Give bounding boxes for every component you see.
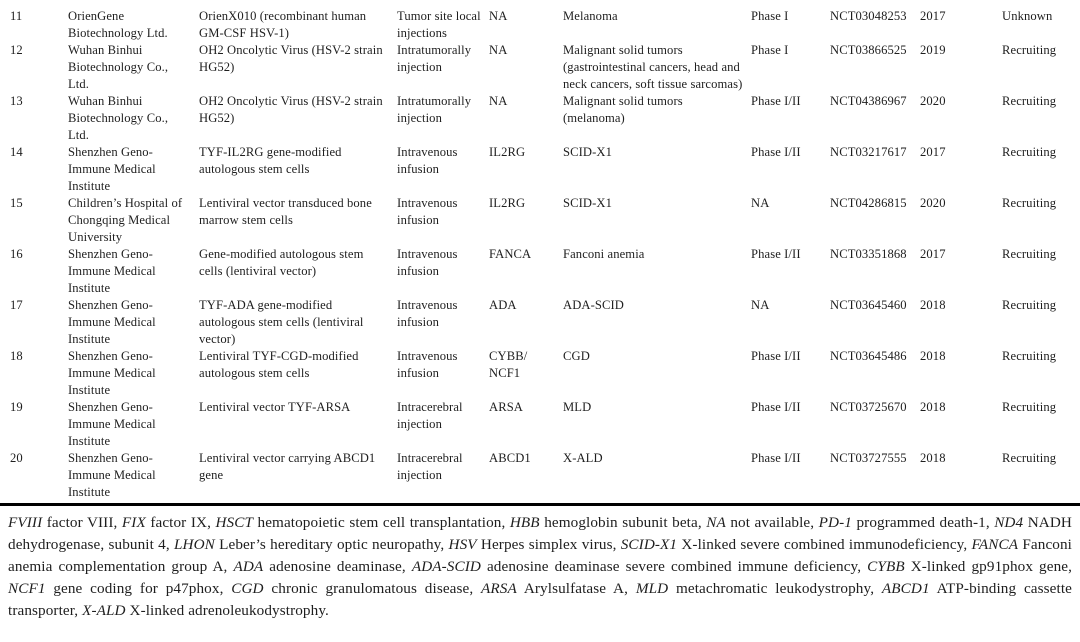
abbreviation: LHON: [173, 536, 215, 553]
abbreviation-definition: X-linked adrenoleukodystrophy: [129, 602, 326, 619]
table-row: [10, 8, 1080, 42]
abbreviation: NA: [706, 514, 726, 531]
cell-indication: SCID-X1: [563, 196, 612, 210]
cell-nct: NCT03866525: [830, 43, 907, 57]
cell-product: TYF-ADA gene-modified autologous stem cells (lentiviral vector): [199, 298, 364, 346]
cell-index: 16: [10, 247, 23, 261]
cell-index: 13: [10, 94, 23, 108]
cell-nct: NCT04286815: [830, 196, 907, 210]
abbreviation-definition: gene coding for p47phox: [53, 580, 220, 597]
table-row: [10, 195, 1080, 246]
cell-indication: SCID-X1: [563, 145, 612, 159]
cell-year: 2020: [920, 196, 946, 210]
cell-index: 19: [10, 400, 23, 414]
cell-year: 2018: [920, 451, 946, 465]
cell-indication: Fanconi anemia: [563, 247, 645, 261]
cell-indication: MLD: [563, 400, 592, 414]
abbreviation: CGD: [231, 580, 264, 597]
cell-indication: CGD: [563, 349, 590, 363]
cell-year: 2017: [920, 247, 946, 261]
abbreviation-definition: ATP-binding cassette transporter: [8, 580, 1072, 619]
cell-index: 18: [10, 349, 23, 363]
cell-route: Intratumorally injection: [397, 43, 472, 74]
cell-indication: Melanoma: [563, 9, 618, 23]
abbreviation: SCID-X1: [620, 536, 678, 553]
cell-product: Lentiviral vector carrying ABCD1 gene: [199, 451, 376, 482]
cell-gene: FANCA: [489, 247, 532, 261]
cell-phase: Phase I/II: [751, 247, 801, 261]
cell-status: Recruiting: [1002, 196, 1057, 210]
cell-phase: NA: [751, 196, 770, 210]
abbreviation: ABCD1: [881, 580, 930, 597]
abbreviation: HSV: [448, 536, 477, 553]
abbreviation-definition: X-linked severe combined immunodeficiency: [681, 536, 964, 553]
table-row: [10, 297, 1080, 348]
table-row: [10, 42, 1080, 93]
abbreviation: HBB: [509, 514, 540, 531]
abbreviation-definition: not available: [730, 514, 811, 531]
cell-route: Intravenous infusion: [397, 196, 458, 227]
table-row: [10, 144, 1080, 195]
cell-phase: NA: [751, 298, 770, 312]
cell-gene: NA: [489, 43, 508, 57]
cell-index: 12: [10, 43, 23, 57]
abbreviation-definition: programmed death-1: [856, 514, 986, 531]
abbreviation-definition: metachromatic leukodystrophy: [675, 580, 871, 597]
cell-gene: ADA: [489, 298, 517, 312]
cell-route: Tumor site local injections: [397, 9, 481, 40]
abbreviation-definition: hemoglobin subunit beta: [544, 514, 698, 531]
cell-route: Intravenous infusion: [397, 298, 458, 329]
abbreviation-definition: chronic granulomatous disease: [271, 580, 470, 597]
cell-sponsor: Shenzhen Geno-Immune Medical Institute: [68, 145, 156, 193]
cell-gene: CYBB/ NCF1: [489, 349, 528, 380]
cell-phase: Phase I/II: [751, 400, 801, 414]
cell-product: Lentiviral TYF-CGD-modified autologous stem cells: [199, 349, 359, 380]
cell-sponsor: Children’s Hospital of Chongqing Medical University: [68, 196, 183, 244]
abbreviation: HSCT: [215, 514, 253, 531]
cell-product: OH2 Oncolytic Virus (HSV-2 strain HG52): [199, 43, 383, 74]
cell-nct: NCT03645486: [830, 349, 907, 363]
cell-index: 14: [10, 145, 23, 159]
table-row: [10, 399, 1080, 450]
abbreviation-definition: factor IX: [150, 514, 208, 531]
abbreviation: NCF1: [8, 580, 46, 597]
cell-gene: ARSA: [489, 400, 523, 414]
cell-route: Intratumorally injection: [397, 94, 472, 125]
table-row: [10, 93, 1080, 144]
cell-year: 2020: [920, 94, 946, 108]
cell-sponsor: Shenzhen Geno-Immune Medical Institute: [68, 400, 156, 448]
cell-status: Recruiting: [1002, 400, 1057, 414]
cell-nct: NCT04386967: [830, 94, 907, 108]
abbreviation: FANCA: [971, 536, 1019, 553]
abbreviation-definition: Arylsulfatase A: [523, 580, 625, 597]
abbreviation: MLD: [635, 580, 669, 597]
cell-year: 2017: [920, 145, 946, 159]
cell-year: 2019: [920, 43, 946, 57]
abbreviation-definition: factor VIII: [46, 514, 114, 531]
cell-phase: Phase I: [751, 9, 789, 23]
cell-nct: NCT03727555: [830, 451, 907, 465]
cell-indication: Malignant solid tumors (gastrointestinal cancers, head and neck cancers, soft tissue sarcomas): [563, 43, 743, 91]
cell-sponsor: Wuhan Binhui Biotechnology Co., Ltd.: [68, 43, 169, 91]
cell-route: Intracerebral injection: [397, 400, 463, 431]
cell-phase: Phase I/II: [751, 94, 801, 108]
cell-indication: ADA-SCID: [563, 298, 624, 312]
abbreviation: PD-1: [818, 514, 852, 531]
cell-phase: Phase I: [751, 43, 789, 57]
cell-phase: Phase I/II: [751, 451, 801, 465]
cell-gene: ABCD1: [489, 451, 531, 465]
cell-status: Recruiting: [1002, 349, 1057, 363]
cell-nct: NCT03645460: [830, 298, 907, 312]
abbreviation: FVIII: [8, 514, 43, 531]
cell-nct: NCT03351868: [830, 247, 907, 261]
cell-sponsor: Wuhan Binhui Biotechnology Co., Ltd.: [68, 94, 169, 142]
cell-gene: IL2RG: [489, 196, 526, 210]
cell-status: Recruiting: [1002, 145, 1057, 159]
abbreviation: CYBB: [867, 558, 905, 575]
cell-nct: NCT03217617: [830, 145, 907, 159]
abbreviation: X-ALD: [82, 602, 126, 619]
cell-status: Recruiting: [1002, 43, 1057, 57]
table-bottom-rule: [0, 503, 1080, 506]
abbreviation-definition: Leber’s hereditary optic neuropathy: [219, 536, 441, 553]
cell-gene: IL2RG: [489, 145, 526, 159]
table-row: [10, 348, 1080, 399]
abbreviation-definition: X-linked gp91phox gene: [910, 558, 1069, 575]
abbreviation: FIX: [121, 514, 146, 531]
cell-year: 2018: [920, 400, 946, 414]
abbreviation-definition: NADH dehydrogenase, subunit 4: [8, 514, 1072, 553]
cell-status: Recruiting: [1002, 94, 1057, 108]
cell-index: 20: [10, 451, 23, 465]
cell-route: Intravenous infusion: [397, 145, 458, 176]
cell-nct: NCT03048253: [830, 9, 907, 23]
cell-phase: Phase I/II: [751, 349, 801, 363]
cell-indication: X-ALD: [563, 451, 603, 465]
cell-status: Unknown: [1002, 9, 1053, 23]
abbreviation-definition: adenosine deaminase severe combined immune deficiency: [486, 558, 858, 575]
table-row: [10, 246, 1080, 297]
cell-product: TYF-IL2RG gene-modified autologous stem cells: [199, 145, 342, 176]
cell-year: 2017: [920, 9, 946, 23]
cell-route: Intracerebral injection: [397, 451, 463, 482]
cell-product: Gene-modified autologous stem cells (lentiviral vector): [199, 247, 364, 278]
cell-year: 2018: [920, 298, 946, 312]
cell-product: Lentiviral vector TYF-ARSA: [199, 400, 351, 414]
cell-gene: NA: [489, 9, 508, 23]
cell-route: Intravenous infusion: [397, 247, 458, 278]
abbreviation: ADA: [233, 558, 264, 575]
abbreviation-definition: Herpes simplex virus: [480, 536, 613, 553]
cell-product: OH2 Oncolytic Virus (HSV-2 strain HG52): [199, 94, 383, 125]
cell-sponsor: Shenzhen Geno-Immune Medical Institute: [68, 451, 156, 499]
cell-status: Recruiting: [1002, 451, 1057, 465]
cell-indication: Malignant solid tumors (melanoma): [563, 94, 683, 125]
abbreviation-definition: Fanconi anemia complementation group A: [8, 536, 1073, 575]
abbreviation-definition: adenosine deaminase: [269, 558, 402, 575]
abbreviation: ARSA: [481, 580, 517, 597]
cell-sponsor: Shenzhen Geno-Immune Medical Institute: [68, 247, 156, 295]
cell-nct: NCT03725670: [830, 400, 907, 414]
cell-sponsor: OrienGene Biotechnology Ltd.: [68, 9, 168, 40]
cell-sponsor: Shenzhen Geno-Immune Medical Institute: [68, 349, 156, 397]
table-row: [10, 450, 1080, 501]
cell-index: 15: [10, 196, 23, 210]
cell-sponsor: Shenzhen Geno-Immune Medical Institute: [68, 298, 156, 346]
cell-index: 17: [10, 298, 23, 312]
cell-status: Recruiting: [1002, 247, 1057, 261]
cell-product: Lentiviral vector transduced bone marrow stem cells: [199, 196, 372, 227]
cell-phase: Phase I/II: [751, 145, 801, 159]
abbreviation: ADA-SCID: [411, 558, 481, 575]
abbreviation: ND4: [994, 514, 1024, 531]
cell-route: Intravenous infusion: [397, 349, 458, 380]
cell-gene: NA: [489, 94, 508, 108]
cell-product: OrienX010 (recombinant human GM-CSF HSV-1): [199, 9, 367, 40]
footnote-text: FVIII factor VIII, FIX factor IX, HSCT hematopoietic stem cell transplantation, HBB hemoglobin subunit beta, NA not available, PD-1 programmed death-1, ND4 NADH dehydrogenase, subunit 4, LHON Leber’s hereditary optic neuropathy, HSV Herpes simplex virus, SCID-X1 X-linked severe combined immunodeficiency, FANCA Fanconi anemia complementation group A, ADA adenosine deaminase, ADA-SCID adenosine deaminase severe combined immune deficiency, CYBB X-linked gp91phox gene, NCF1 gene coding for p47phox, CGD chronic granulomatous disease, ARSA Arylsulfatase A, MLD metachromatic leukodystrophy, ABCD1 ATP-binding cassette transporter, X-ALD X-linked adrenoleukodystrophy.: [8, 514, 1073, 619]
cell-status: Recruiting: [1002, 298, 1057, 312]
cell-year: 2018: [920, 349, 946, 363]
abbreviation-definition: hematopoietic stem cell transplantation: [257, 514, 502, 531]
cell-index: 11: [10, 9, 23, 23]
